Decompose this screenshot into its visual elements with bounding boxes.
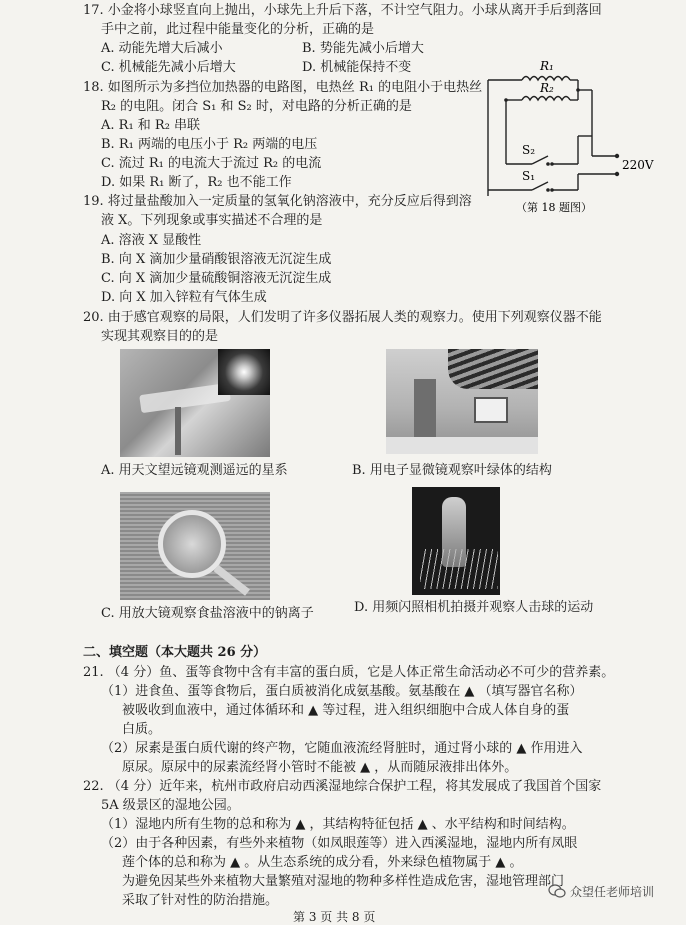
q20-option-b: B. 用电子显微镜观察叶绿体的结构 [352,463,552,478]
q18-label-s1: S₁ [522,169,536,183]
q20-photo-c [120,492,270,600]
desk [386,437,538,454]
q22-stem-line2: 5A 级景区的湿地公园。 [101,798,240,813]
q17-option-c: C. 机械能先减小后增大 [101,60,236,75]
q21-part2-line1: （2）尿素是蛋白质代谢的终产物，它随血液流经肾脏时，通过肾小球的 ▲ 作用进入 [101,741,583,756]
q18-figure-caption: （第 18 题图） [516,201,592,214]
q18-label-voltage: 220V [622,158,654,172]
q17-option-b: B. 势能先减小后增大 [302,41,424,56]
magnifier-handle [214,565,250,596]
q20-stem-line1: 20. 由于感官观察的局限，人们发明了许多仪器拓展人类的观察力。使用下列观察仪器不能 [83,310,602,325]
q22-part2-line1: （2）由于各种因素，有些外来植物（如凤眼莲等）进入西溪湿地，湿地内所有凤眼 [101,836,578,851]
q18-option-c: C. 流过 R₁ 的电流大于流过 R₂ 的电流 [101,156,322,171]
q17-stem-line1: 17. 小金将小球竖直向上抛出，小球先上升后下落，不计空气阻力。小球从离开手后到落回 [83,3,602,18]
q22-part1: （1）湿地内所有生物的总和称为 ▲ ，其结构特征包括 ▲ 、水平结构和时间结构。 [101,817,575,832]
q19-stem-line1: 19. 将过量盐酸加入一定质量的氢氧化钠溶液中，充分反应后得到溶 [83,194,472,209]
wechat-icon [548,884,566,898]
q19-option-d: D. 向 X 加入锌粒有气体生成 [101,290,267,305]
q20-photo-b [386,349,538,454]
q18-option-b: B. R₁ 两端的电压小于 R₂ 两端的电压 [101,137,318,152]
q18-option-d: D. 如果 R₁ 断了，R₂ 也不能工作 [101,175,292,190]
q17-option-d: D. 机械能保持不变 [302,60,412,75]
monitor [474,397,508,423]
q20-option-d: D. 用频闪照相机拍摄并观察人击球的运动 [354,600,594,615]
strobe-club-trail [420,549,498,589]
q22-part2-line2: 莲个体的总和称为 ▲ 。从生态系统的成分看，外来绿色植物属于 ▲ 。 [122,855,523,870]
q19-stem-line2: 液 X。下列现象或事实描述不合理的是 [101,213,323,228]
q22-part2-line4: 采取了针对性的防治措施。 [122,893,279,908]
q22-stem-line1: 22. （4 分）近年来，杭州市政府启动西溪湿地综合保护工程，将其发展成了我国首个国家 [83,779,602,794]
q21-part1-line3: 白质。 [122,722,162,737]
q19-option-b: B. 向 X 滴加少量硝酸银溶液无沉淀生成 [101,252,332,267]
q21-part1-line2: 被吸收到血液中，通过体循环和 ▲ 等过程，进入组织细胞中合成人体自身的蛋 [122,703,570,718]
chloroplast-inset [448,349,538,389]
q21-part1-line1: （1）进食鱼、蛋等食物后，蛋白质被消化成氨基酸。氨基酸在 ▲ （填写器官名称） [101,684,583,699]
q17-stem-line2: 手中之前，此过程中能量变化的分析，正确的是 [101,22,375,37]
q22-part2-line3: 为避免因某些外来植物大量繁殖对湿地的物种多样性造成危害，湿地管理部门 [122,874,565,889]
q19-option-c: C. 向 X 滴加少量硫酸铜溶液无沉淀生成 [101,271,332,286]
q19-option-a: A. 溶液 X 显酸性 [101,233,202,248]
q18-label-s2: S₂ [522,143,536,157]
watermark-text: 众望任老师培训 [570,885,655,899]
q18-stem-line2: R₂ 的电阻。闭合 S₁ 和 S₂ 时，对电路的分析正确的是 [101,99,412,114]
q20-photo-a [120,349,270,457]
q17-option-a: A. 动能先增大后减小 [101,41,223,56]
q18-option-a: A. R₁ 和 R₂ 串联 [101,118,201,133]
q20-option-a: A. 用天文望远镜观测遥远的星系 [101,463,288,478]
q21-stem: 21. （4 分）鱼、蛋等食物中含有丰富的蛋白质，它是人体正常生命活动必不可少的营养素。 [83,665,615,680]
q21-part2-line2: 原尿。原尿中的尿素流经肾小管时不能被 ▲ ，从而随尿液排出体外。 [122,760,518,775]
section2-title: 二、填空题（本大题共 26 分） [83,645,267,660]
q18-label-r2: R₂ [540,81,554,95]
microscope-column [414,379,436,439]
q18-circuit-diagram [482,56,672,256]
galaxy-inset [218,349,270,395]
q20-photo-d [412,487,500,595]
page-number: 第 3 页 共 8 页 [293,910,376,924]
q18-stem-line1: 18. 如图所示为多挡位加热器的电路图，电热丝 R₁ 的电阻小于电热丝 [83,80,483,95]
q20-option-c: C. 用放大镜观察食盐溶液中的钠离子 [101,606,314,621]
q18-label-r1: R₁ [540,59,554,73]
q20-stem-line2: 实现其观察目的的是 [101,329,219,344]
telescope-stand [175,407,181,455]
